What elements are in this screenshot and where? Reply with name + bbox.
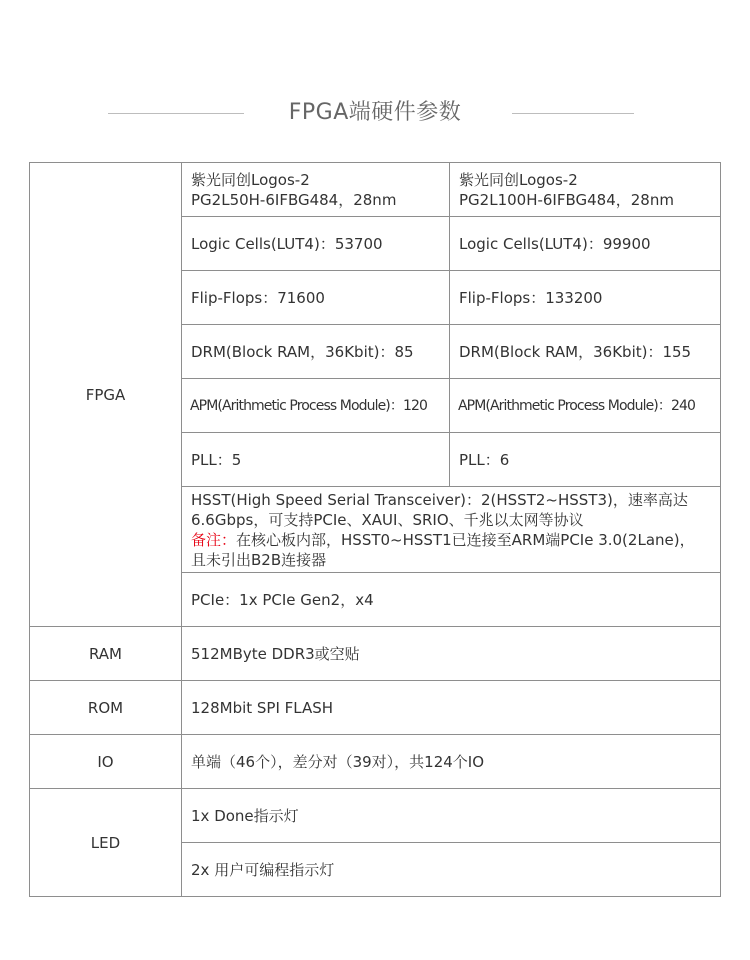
chip-b-line2: PG2L100H-6IFBG484，28nm (459, 190, 674, 209)
row-label-rom: ROM (30, 681, 182, 735)
title-divider-right (512, 113, 634, 114)
apm-a: APM(Arithmetic Process Module)：120 (182, 379, 450, 433)
chip-a-line2: PG2L50H-6IFBG484，28nm (191, 190, 397, 209)
page-header (0, 96, 750, 130)
row-label-led: LED (30, 789, 182, 897)
note-line2: 且未引出B2B连接器 (191, 550, 327, 569)
hsst-line1: HSST(High Speed Serial Transceiver)：2(HSST2~HSST3)，速率高达 (191, 490, 688, 509)
flip-flops-b: Flip-Flops：133200 (450, 271, 721, 325)
table-row (30, 627, 721, 681)
led-item-1: 1x Done指示灯 (182, 789, 721, 843)
drm-a: DRM(Block RAM，36Kbit)：85 (182, 325, 450, 379)
row-label-fpga: FPGA (30, 163, 182, 627)
note-label: 备注： (191, 530, 237, 549)
spec-table (29, 162, 721, 897)
rom-value: 128Mbit SPI FLASH (182, 681, 721, 735)
row-label-io: IO (30, 735, 182, 789)
chip-model-b (450, 163, 721, 217)
chip-a-line1: 紫光同创Logos-2 (191, 170, 310, 189)
chip-model-a (182, 163, 450, 217)
note-line1 (191, 530, 720, 550)
pll-a: PLL：5 (182, 433, 450, 487)
drm-b: DRM(Block RAM，36Kbit)：155 (450, 325, 721, 379)
io-value: 单端（46个），差分对（39对），共124个IO (182, 735, 721, 789)
table-row (30, 735, 721, 789)
table-row (30, 789, 721, 843)
table-row (30, 681, 721, 735)
ram-value: 512MByte DDR3或空贴 (182, 627, 721, 681)
apm-b: APM(Arithmetic Process Module)：240 (450, 379, 721, 433)
row-label-ram: RAM (30, 627, 182, 681)
flip-flops-a: Flip-Flops：71600 (182, 271, 450, 325)
logic-cells-b: Logic Cells(LUT4)：99900 (450, 217, 721, 271)
logic-cells-a: Logic Cells(LUT4)：53700 (182, 217, 450, 271)
pll-b: PLL：6 (450, 433, 721, 487)
table-row (30, 163, 721, 217)
led-item-2: 2x 用户可编程指示灯 (182, 843, 721, 897)
chip-b-line1: 紫光同创Logos-2 (459, 170, 578, 189)
page-title: FPGA端硬件参数 (288, 100, 462, 125)
hsst-line2: 6.6Gbps，可支持PCIe、XAUI、SRIO、千兆以太网等协议 (191, 510, 584, 529)
note-text: 在核心板内部，HSST0~HSST1已连接至ARM端PCIe 3.0(2Lane)， (236, 530, 695, 549)
hsst-cell (182, 487, 721, 573)
pcie-cell: PCIe：1x PCIe Gen2，x4 (182, 573, 721, 627)
